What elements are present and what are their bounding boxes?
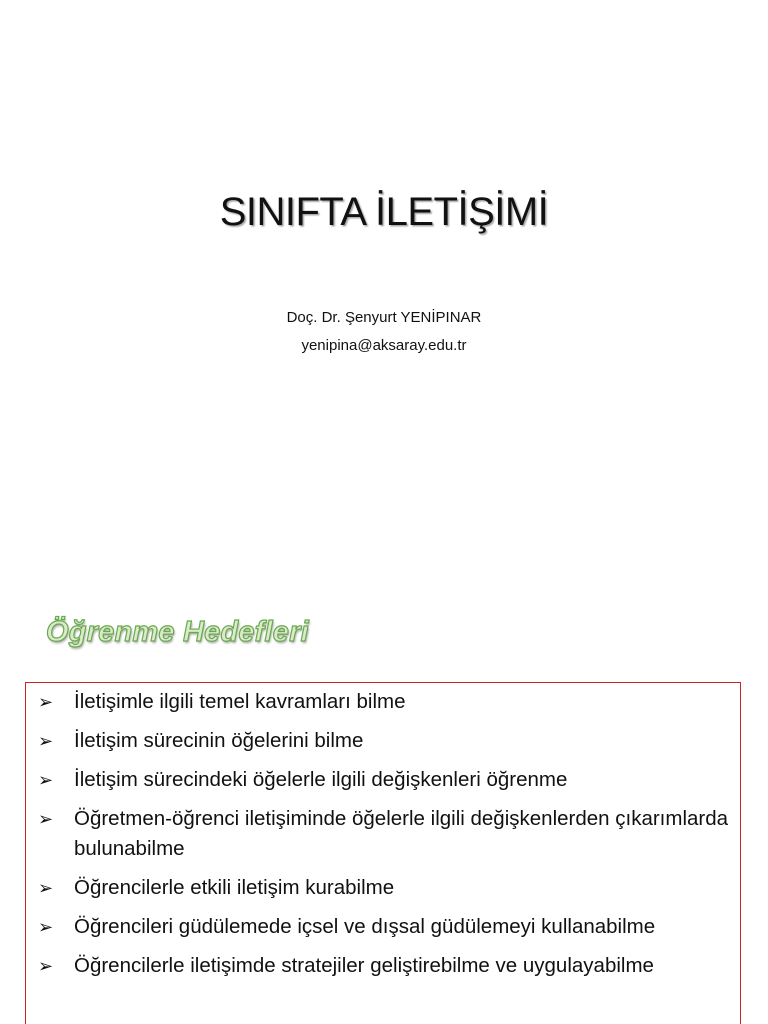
- arrowhead-bullet-icon: ➢: [38, 770, 54, 790]
- arrowhead-bullet-icon: ➢: [38, 692, 54, 712]
- arrowhead-bullet-icon: ➢: [38, 809, 54, 829]
- goal-text: Öğrencilerle iletişimde stratejiler geliştirebilme ve uygulayabilme: [74, 954, 654, 977]
- goal-item: [26, 804, 740, 864]
- goal-item: [26, 687, 740, 717]
- arrowhead-bullet-icon: ➢: [38, 731, 54, 751]
- learning-goals-list: [26, 683, 740, 981]
- author-block: [0, 304, 768, 360]
- goal-text: Öğretmen-öğrenci iletişiminde öğelerle ilgili değişkenlerden çıkarımlarda bulunabilme: [74, 807, 729, 860]
- goal-text: Öğrencileri güdülemede içsel ve dışsal güdülemeyi kullanabilme: [74, 915, 656, 938]
- goal-item: [26, 912, 740, 942]
- goal-text: Öğrencilerle etkili iletişim kurabilme: [74, 876, 395, 899]
- goal-text: İletişimle ilgili temel kavramları bilme: [74, 690, 406, 713]
- goal-item: [26, 873, 740, 903]
- slide-title: SINIFTA İLETİŞİMİ: [219, 190, 549, 234]
- arrowhead-bullet-icon: ➢: [38, 917, 54, 937]
- goal-item: [26, 726, 740, 756]
- goal-item: [26, 765, 740, 795]
- arrowhead-bullet-icon: ➢: [38, 878, 54, 898]
- author-email: yenipina@aksaray.edu.tr: [301, 337, 467, 354]
- goal-text: İletişim sürecindeki öğelerle ilgili değişkenleri öğrenme: [74, 768, 568, 791]
- goal-item: [26, 951, 740, 981]
- arrowhead-bullet-icon: ➢: [38, 956, 54, 976]
- goal-text: İletişim sürecinin öğelerini bilme: [74, 729, 364, 752]
- learning-goals-heading: Öğrenme Hedefleri: [46, 616, 309, 648]
- author-name: Doç. Dr. Şenyurt YENİPINAR: [286, 309, 482, 326]
- learning-goals-box: [25, 682, 741, 1024]
